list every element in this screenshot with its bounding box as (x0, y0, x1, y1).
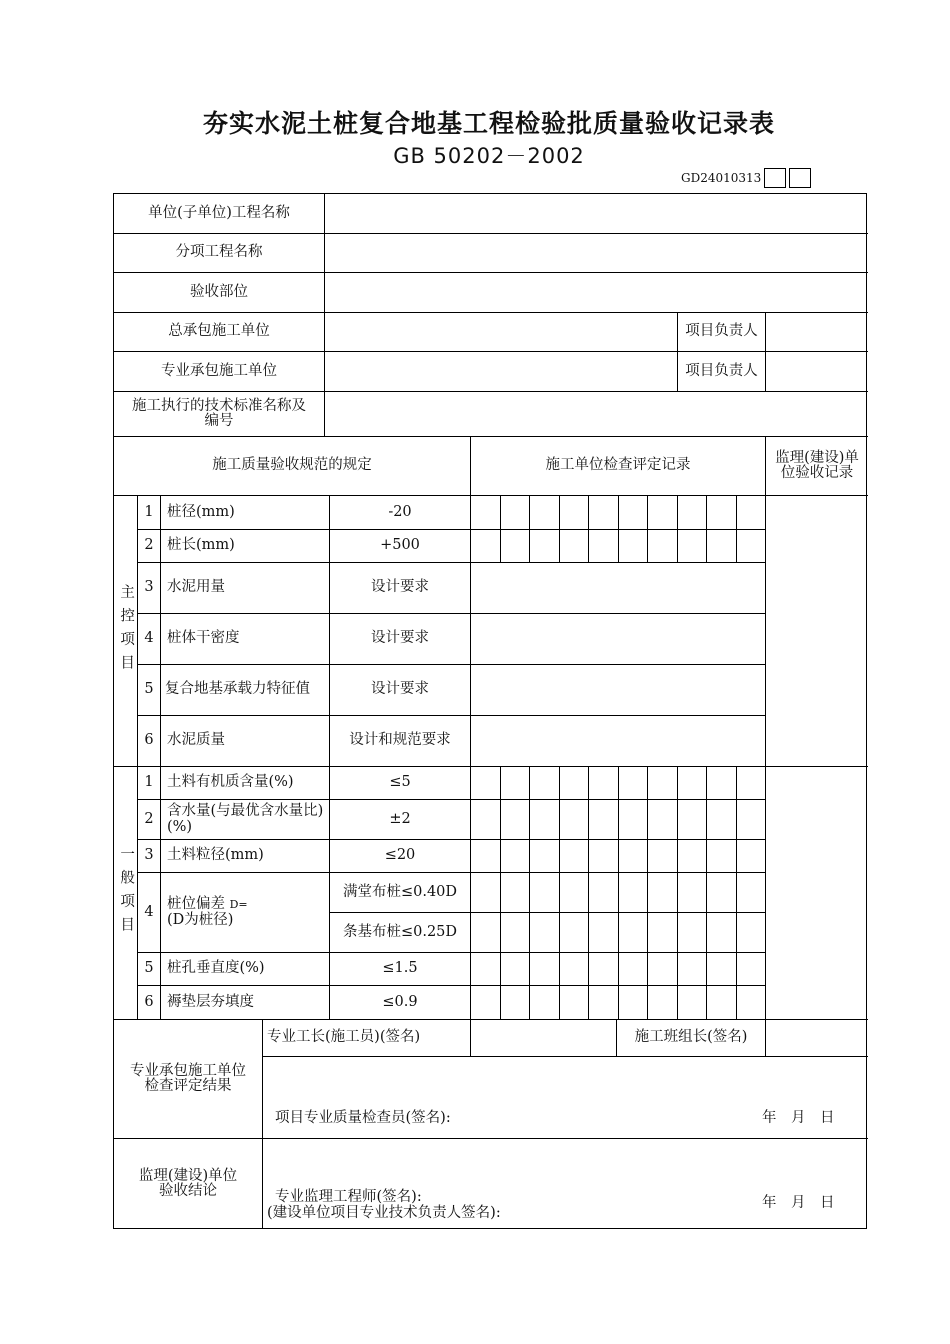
record-cell[interactable] (737, 496, 766, 530)
record-cell[interactable] (737, 840, 766, 873)
general-row-2-no: 2 (138, 800, 161, 840)
project-name-field[interactable] (325, 194, 868, 234)
record-cell[interactable] (530, 530, 560, 563)
gc-manager-label: 项目负责人 (678, 313, 766, 352)
record-cell[interactable] (501, 840, 530, 873)
main-row-5-name: 复合地基承载力特征值 (161, 665, 330, 716)
main-row-2-name: 桩长(mm) (161, 530, 330, 563)
record-cell[interactable] (589, 767, 619, 800)
general-row-1-req: ≤5 (330, 767, 471, 800)
record-cell[interactable] (471, 953, 501, 986)
main-row-4-name: 桩体干密度 (161, 614, 330, 665)
record-cell[interactable] (648, 953, 678, 986)
main-row-1-no: 1 (138, 496, 161, 530)
page-title: 夯实水泥土桩复合地基工程检验批质量验收记录表 (202, 109, 775, 138)
general-row-1-no: 1 (138, 767, 161, 800)
main-row-3-req: 设计要求 (330, 563, 471, 614)
record-cell[interactable] (501, 496, 530, 530)
record-cell[interactable] (648, 873, 678, 913)
record-cell[interactable] (619, 496, 648, 530)
general-row-4-name-cell (161, 873, 330, 953)
record-cell[interactable] (560, 800, 589, 840)
general-row-5-name: 桩孔垂直度(%) (161, 953, 330, 986)
record-cell[interactable] (678, 953, 707, 986)
record-cell[interactable] (707, 953, 737, 986)
standard-label: 施工执行的技术标准名称及编号 (114, 392, 325, 437)
record-cell[interactable] (737, 800, 766, 840)
record-cell[interactable] (648, 530, 678, 563)
team-leader-field[interactable] (766, 1020, 868, 1057)
team-leader-label: 施工班组长(签名) (617, 1020, 766, 1057)
gc-manager-field[interactable] (766, 313, 868, 352)
record-cell[interactable] (589, 913, 619, 953)
inspection-form (113, 193, 867, 1229)
contractor-date: 年 月 日 (762, 1110, 835, 1126)
general-row-4-name-note: (D为桩径) (167, 911, 234, 928)
general-row-5-no: 5 (138, 953, 161, 986)
record-cell[interactable] (707, 913, 737, 953)
record-cell[interactable] (707, 873, 737, 913)
record-cell[interactable] (619, 840, 648, 873)
general-row-4-req2: 条基布桩≤0.25D (330, 913, 471, 953)
record-cell[interactable] (560, 873, 589, 913)
record-cell[interactable] (530, 767, 560, 800)
record-cell[interactable] (678, 913, 707, 953)
record-cell[interactable] (471, 840, 501, 873)
record-cell[interactable] (530, 953, 560, 986)
record-cell[interactable] (530, 496, 560, 530)
general-row-3-no: 3 (138, 840, 161, 873)
engineer-signature-label: 专业监理工程师(签名): (275, 1189, 422, 1205)
record-cell[interactable] (619, 873, 648, 913)
record-cell[interactable] (737, 530, 766, 563)
main-row-3-name: 水泥用量 (161, 563, 330, 614)
record-cell[interactable] (589, 800, 619, 840)
record-cell[interactable] (648, 986, 678, 1020)
general-row-4-name: 桩位偏差 (167, 896, 225, 913)
record-cell[interactable] (707, 986, 737, 1020)
record-cell[interactable] (737, 953, 766, 986)
supervision-header: 监理(建设)单位验收记录 (766, 437, 868, 496)
main-row-5-no: 5 (138, 665, 161, 716)
main-row-6-record[interactable] (471, 716, 766, 767)
general-row-6-name: 褥垫层夯填度 (161, 986, 330, 1020)
record-cell[interactable] (619, 986, 648, 1020)
specialty-contractor-label: 专业承包施工单位 (114, 352, 325, 392)
record-cell[interactable] (737, 913, 766, 953)
record-cell[interactable] (560, 496, 589, 530)
form-code-box-2[interactable] (789, 168, 811, 188)
record-cell[interactable] (560, 986, 589, 1020)
record-cell[interactable] (471, 496, 501, 530)
sc-manager-label: 项目负责人 (678, 352, 766, 392)
spec-header: 施工质量验收规范的规定 (114, 437, 471, 496)
record-cell[interactable] (560, 953, 589, 986)
record-cell[interactable] (619, 530, 648, 563)
record-cell[interactable] (530, 913, 560, 953)
main-row-3-no: 3 (138, 563, 161, 614)
main-supervision-cell[interactable] (766, 496, 868, 767)
main-row-6-no: 6 (138, 716, 161, 767)
main-row-4-no: 4 (138, 614, 161, 665)
main-row-2-req: +500 (330, 530, 471, 563)
record-cell[interactable] (678, 873, 707, 913)
record-cell[interactable] (501, 800, 530, 840)
sub-project-label: 分项工程名称 (114, 234, 325, 273)
record-cell[interactable] (678, 840, 707, 873)
supervision-result-field[interactable] (263, 1139, 868, 1229)
record-cell[interactable] (707, 800, 737, 840)
main-control-group-label: 主控项目 (114, 496, 138, 767)
sub-project-field[interactable] (325, 234, 868, 273)
main-row-1-name: 桩径(mm) (161, 496, 330, 530)
main-row-3-record[interactable] (471, 563, 766, 614)
record-cell[interactable] (648, 767, 678, 800)
record-cell[interactable] (501, 873, 530, 913)
general-row-2-req: ±2 (330, 800, 471, 840)
record-cell[interactable] (619, 800, 648, 840)
record-cell[interactable] (589, 873, 619, 913)
record-cell[interactable] (678, 986, 707, 1020)
record-cell[interactable] (619, 953, 648, 986)
general-row-4-req: 满堂布桩≤0.40D (330, 873, 471, 913)
record-cell[interactable] (648, 913, 678, 953)
form-code-box-1[interactable] (764, 168, 786, 188)
record-cell[interactable] (648, 800, 678, 840)
general-row-6-req: ≤0.9 (330, 986, 471, 1020)
record-cell[interactable] (589, 840, 619, 873)
record-cell[interactable] (707, 840, 737, 873)
general-row-3-name: 土料粒径(mm) (161, 840, 330, 873)
main-row-5-req: 设计要求 (330, 665, 471, 716)
record-cell[interactable] (589, 986, 619, 1020)
record-cell[interactable] (471, 530, 501, 563)
record-cell[interactable] (678, 496, 707, 530)
inspection-part-label: 验收部位 (114, 273, 325, 313)
general-row-4-no: 4 (138, 873, 161, 953)
foreman-field[interactable] (471, 1020, 617, 1057)
supervision-result-label: 监理(建设)单位验收结论 (114, 1139, 263, 1229)
record-cell[interactable] (737, 873, 766, 913)
record-cell[interactable] (501, 913, 530, 953)
form-code-text: GD24010313 (681, 171, 762, 185)
general-group-label: 一般项目 (114, 767, 138, 1020)
record-cell[interactable] (501, 986, 530, 1020)
general-row-1-name: 土料有机质含量(%) (161, 767, 330, 800)
record-cell[interactable] (471, 800, 501, 840)
record-cell[interactable] (589, 530, 619, 563)
record-cell[interactable] (737, 986, 766, 1020)
general-row-4-name-sub: D= (229, 898, 248, 912)
sc-manager-field[interactable] (766, 352, 868, 392)
contractor-result-field[interactable] (263, 1057, 868, 1139)
record-cell[interactable] (678, 800, 707, 840)
main-row-1-req: -20 (330, 496, 471, 530)
general-row-5-req: ≤1.5 (330, 953, 471, 986)
standard-field[interactable] (325, 392, 868, 437)
record-cell[interactable] (471, 986, 501, 1020)
general-row-2-name: 含水量(与最优含水量比)(%) (161, 800, 330, 840)
record-cell[interactable] (471, 767, 501, 800)
supervision-date: 年 月 日 (762, 1195, 835, 1211)
inspection-part-field[interactable] (325, 273, 868, 313)
form-code (681, 168, 811, 188)
owner-signature-label: (建设单位项目专业技术负责人签名): (267, 1205, 501, 1221)
record-cell[interactable] (589, 496, 619, 530)
general-supervision-cell[interactable] (766, 767, 868, 1020)
record-cell[interactable] (530, 840, 560, 873)
record-cell[interactable] (471, 873, 501, 913)
general-row-3-req: ≤20 (330, 840, 471, 873)
project-name-label: 单位(子单位)工程名称 (114, 194, 325, 234)
record-cell[interactable] (560, 530, 589, 563)
record-cell[interactable] (530, 873, 560, 913)
main-row-6-req: 设计和规范要求 (330, 716, 471, 767)
general-contractor-label: 总承包施工单位 (114, 313, 325, 352)
record-cell[interactable] (707, 496, 737, 530)
record-cell[interactable] (707, 530, 737, 563)
main-row-2-no: 2 (138, 530, 161, 563)
record-cell[interactable] (471, 913, 501, 953)
record-cell[interactable] (560, 767, 589, 800)
general-contractor-field[interactable] (325, 313, 678, 352)
main-row-4-req: 设计要求 (330, 614, 471, 665)
record-cell[interactable] (678, 767, 707, 800)
record-cell[interactable] (707, 767, 737, 800)
contractor-result-label: 专业承包施工单位检查评定结果 (114, 1020, 263, 1139)
record-cell[interactable] (648, 840, 678, 873)
record-cell[interactable] (530, 986, 560, 1020)
record-cell[interactable] (501, 767, 530, 800)
standard-code: GB 50202－2002 (393, 144, 585, 168)
foreman-label: 专业工长(施工员)(签名) (263, 1020, 471, 1057)
specialty-contractor-field[interactable] (325, 352, 678, 392)
record-cell[interactable] (501, 953, 530, 986)
record-cell[interactable] (560, 840, 589, 873)
record-cell[interactable] (619, 913, 648, 953)
record-cell[interactable] (589, 953, 619, 986)
record-header: 施工单位检查评定记录 (471, 437, 766, 496)
record-cell[interactable] (501, 530, 530, 563)
record-cell[interactable] (560, 913, 589, 953)
general-row-6-no: 6 (138, 986, 161, 1020)
main-row-6-name: 水泥质量 (161, 716, 330, 767)
record-cell[interactable] (737, 767, 766, 800)
main-row-4-record[interactable] (471, 614, 766, 665)
record-cell[interactable] (619, 767, 648, 800)
main-row-5-record[interactable] (471, 665, 766, 716)
record-cell[interactable] (530, 800, 560, 840)
record-cell[interactable] (648, 496, 678, 530)
record-cell[interactable] (678, 530, 707, 563)
inspector-signature-label: 项目专业质量检查员(签名): (275, 1110, 451, 1126)
